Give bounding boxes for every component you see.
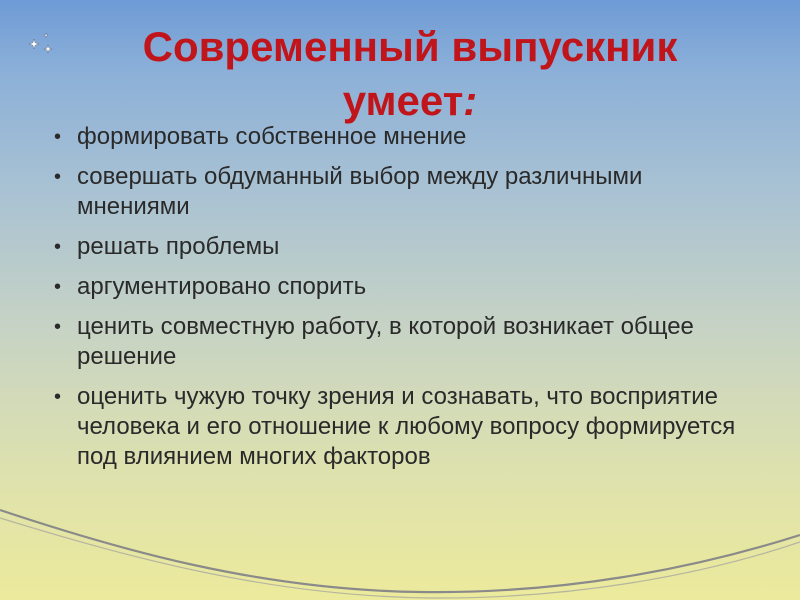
list-item: [52, 272, 752, 302]
list-item-text: решать проблемы: [77, 233, 280, 260]
bullet-icon: •: [54, 386, 62, 408]
bullet-icon: •: [54, 126, 62, 148]
list-item-text: оценить чужую точку зрения и сознавать, что восприятие человека и его отношение к любому вопросу формируется под влиянием многих факторов: [77, 383, 736, 470]
list-item-text: ценить совместную работу, в которой возникает общее решение: [77, 313, 694, 370]
bullet-icon: •: [54, 166, 62, 188]
bullet-icon: •: [54, 316, 62, 338]
list-item: [52, 312, 752, 372]
title-colon: :: [463, 77, 478, 124]
bullet-icon: •: [54, 276, 62, 298]
list-item-text: совершать обдуманный выбор между различными мнениями: [77, 163, 643, 220]
title-line-2: [60, 74, 760, 128]
bullet-icon: •: [54, 236, 62, 258]
title-word: умеет: [342, 77, 464, 124]
bullet-list: [52, 122, 752, 482]
decorative-swoosh: [0, 480, 800, 600]
list-item-text: аргументировано спорить: [77, 273, 367, 300]
list-item: [52, 382, 752, 472]
list-item: [52, 162, 752, 222]
title-line-1: Современный выпускник: [142, 23, 678, 70]
list-item: [52, 232, 752, 262]
sparkle-icon: [26, 30, 60, 60]
list-item: [52, 122, 752, 152]
list-item-text: формировать собственное мнение: [77, 123, 467, 150]
slide-title: [60, 20, 760, 128]
